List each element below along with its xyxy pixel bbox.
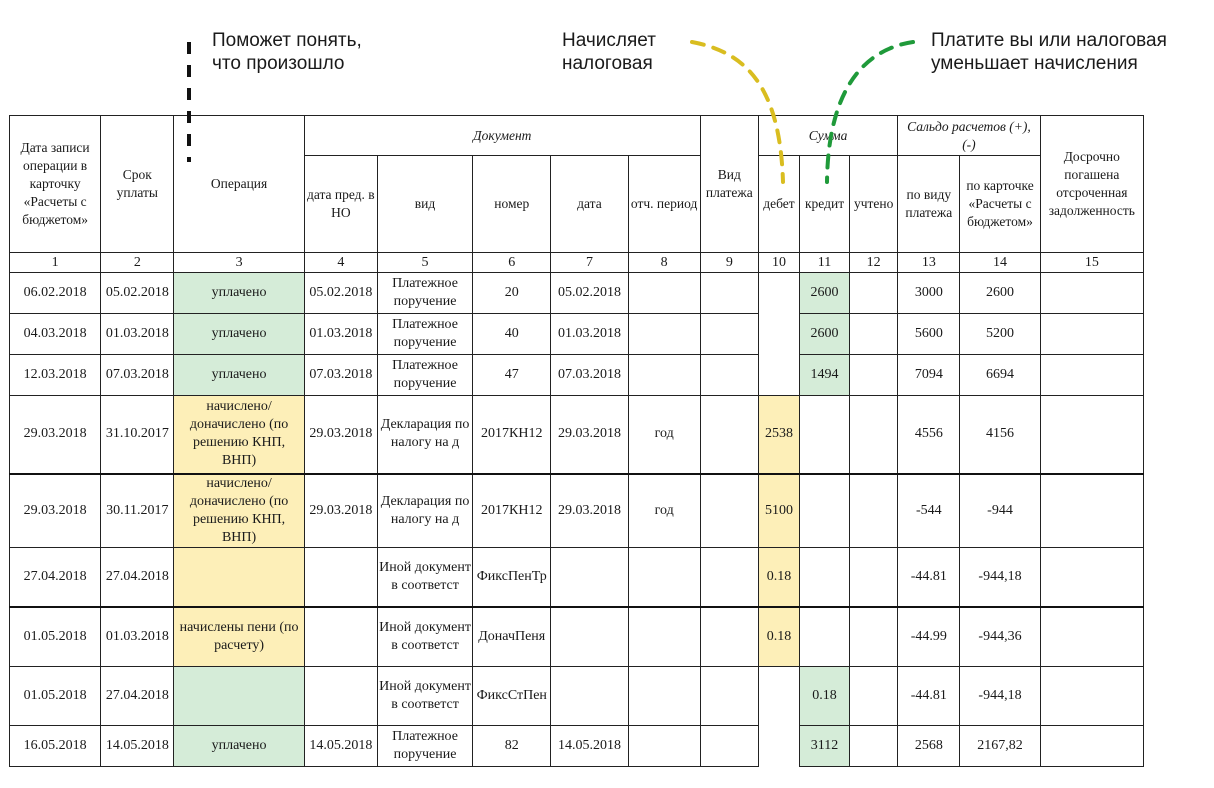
cell-credit: 1494 (799, 355, 849, 396)
cell-pay-type (700, 396, 758, 474)
column-number: 5 (377, 253, 472, 273)
cell-doc-date (551, 667, 628, 726)
cell-doc-type: Платежное поручение (377, 726, 472, 767)
header-payment-type: Вид платежа (700, 116, 758, 253)
budget-settlement-table (9, 115, 1144, 767)
column-number: 2 (101, 253, 174, 273)
cell-date: 29.03.2018 (10, 474, 101, 548)
cell-doc-date (551, 548, 628, 607)
header-balance: Сальдо расчетов (+), (-) (898, 116, 1040, 156)
cell-early (1040, 667, 1143, 726)
header-balance-by-card: по карточке «Расчеты с бюджетом» (960, 156, 1040, 253)
cell-doc-number: 47 (473, 355, 551, 396)
cell-early (1040, 355, 1143, 396)
cell-due: 30.11.2017 (101, 474, 174, 548)
header-doc-period: отч. период (628, 156, 700, 253)
cell-debit: 0.18 (758, 548, 799, 607)
cell-operation: начислено/ доначислено (по решению КНП, ВНП) (174, 396, 304, 474)
cell-pay-type (700, 314, 758, 355)
cell-doc-number: ФиксПенТр (473, 548, 551, 607)
cell-due: 07.03.2018 (101, 355, 174, 396)
cell-period (628, 726, 700, 767)
cell-balance-type: 7094 (898, 355, 960, 396)
cell-due: 14.05.2018 (101, 726, 174, 767)
cell-balance-card: 6694 (960, 355, 1040, 396)
cell-period: год (628, 474, 700, 548)
header-debit: дебет (758, 156, 799, 253)
column-number: 10 (758, 253, 799, 273)
cell-balance-type: 3000 (898, 273, 960, 314)
accrued-annotation-line-1: Начисляет (562, 30, 656, 51)
cell-counted (850, 607, 898, 667)
table-row (10, 396, 1144, 474)
header-due-date: Срок уплаты (101, 116, 174, 253)
cell-operation (174, 667, 304, 726)
cell-period (628, 548, 700, 607)
cell-doc-number: 2017КН12 (473, 396, 551, 474)
cell-period (628, 355, 700, 396)
column-number: 13 (898, 253, 960, 273)
cell-due: 05.02.2018 (101, 273, 174, 314)
table-row (10, 548, 1144, 607)
table-row (10, 607, 1144, 667)
cell-submit-date: 29.03.2018 (304, 474, 377, 548)
cell-doc-number: 20 (473, 273, 551, 314)
header-amount: Сумма (758, 116, 897, 156)
cell-operation: начислено/ доначислено (по решению КНП, ВНП) (174, 474, 304, 548)
cell-submit-date (304, 667, 377, 726)
cell-balance-type: 5600 (898, 314, 960, 355)
table-row (10, 355, 1144, 396)
cell-operation (174, 548, 304, 607)
header-row-1 (10, 116, 1144, 156)
column-number: 14 (960, 253, 1040, 273)
cell-date: 01.05.2018 (10, 667, 101, 726)
header-doc-date: дата (551, 156, 628, 253)
cell-operation: уплачено (174, 355, 304, 396)
cell-doc-type: Декларация по налогу на д (377, 474, 472, 548)
column-number: 3 (174, 253, 304, 273)
column-number: 15 (1040, 253, 1143, 273)
cell-debit (758, 355, 799, 396)
cell-balance-type: 4556 (898, 396, 960, 474)
cell-date: 01.05.2018 (10, 607, 101, 667)
cell-balance-type: -44.81 (898, 548, 960, 607)
cell-due: 27.04.2018 (101, 667, 174, 726)
header-document: Документ (304, 116, 700, 156)
cell-credit: 2600 (799, 273, 849, 314)
cell-counted (850, 726, 898, 767)
cell-doc-date: 29.03.2018 (551, 396, 628, 474)
cell-counted (850, 314, 898, 355)
cell-balance-card: -944,18 (960, 548, 1040, 607)
cell-counted (850, 474, 898, 548)
cell-doc-date (551, 607, 628, 667)
cell-doc-date: 29.03.2018 (551, 474, 628, 548)
cell-early (1040, 607, 1143, 667)
cell-doc-number: 82 (473, 726, 551, 767)
paid-annotation-line-2: уменьшает начисления (931, 53, 1138, 74)
cell-date: 12.03.2018 (10, 355, 101, 396)
cell-period (628, 314, 700, 355)
cell-balance-type: -44.99 (898, 607, 960, 667)
operation-annotation-line-1: Поможет понять, (212, 30, 362, 51)
cell-balance-card: 4156 (960, 396, 1040, 474)
paid-annotation-line-1: Платите вы или налоговая (931, 30, 1167, 51)
cell-doc-type: Платежное поручение (377, 273, 472, 314)
cell-debit: 2538 (758, 396, 799, 474)
cell-pay-type (700, 548, 758, 607)
cell-submit-date: 05.02.2018 (304, 273, 377, 314)
cell-doc-date: 07.03.2018 (551, 355, 628, 396)
cell-date: 27.04.2018 (10, 548, 101, 607)
cell-doc-number: 2017КН12 (473, 474, 551, 548)
cell-pay-type (700, 273, 758, 314)
cell-doc-date: 14.05.2018 (551, 726, 628, 767)
cell-debit: 0.18 (758, 607, 799, 667)
cell-doc-number: 40 (473, 314, 551, 355)
column-number: 7 (551, 253, 628, 273)
cell-date: 06.02.2018 (10, 273, 101, 314)
table-row (10, 474, 1144, 548)
cell-counted (850, 548, 898, 607)
cell-period (628, 607, 700, 667)
column-number: 1 (10, 253, 101, 273)
operation-annotation (212, 29, 362, 75)
cell-doc-type: Платежное поручение (377, 314, 472, 355)
cell-doc-date: 05.02.2018 (551, 273, 628, 314)
cell-balance-card: -944,36 (960, 607, 1040, 667)
cell-balance-type: -44.81 (898, 667, 960, 726)
accrued-annotation (562, 29, 656, 75)
accrued-annotation-line-2: налоговая (562, 53, 653, 74)
header-credit: кредит (799, 156, 849, 253)
cell-due: 01.03.2018 (101, 314, 174, 355)
cell-credit (799, 396, 849, 474)
cell-balance-card: 2600 (960, 273, 1040, 314)
cell-counted (850, 667, 898, 726)
cell-submit-date: 29.03.2018 (304, 396, 377, 474)
cell-doc-type: Иной документ в соответст (377, 667, 472, 726)
cell-debit (758, 273, 799, 314)
cell-doc-type: Платежное поручение (377, 355, 472, 396)
cell-operation: уплачено (174, 314, 304, 355)
cell-pay-type (700, 355, 758, 396)
header-doc-type: вид (377, 156, 472, 253)
table-row (10, 314, 1144, 355)
cell-operation: начислены пени (по расчету) (174, 607, 304, 667)
column-number-row (10, 253, 1144, 273)
cell-credit: 2600 (799, 314, 849, 355)
table-row (10, 273, 1144, 314)
cell-period (628, 667, 700, 726)
cell-balance-card: -944 (960, 474, 1040, 548)
column-number: 4 (304, 253, 377, 273)
cell-credit (799, 607, 849, 667)
column-number: 12 (850, 253, 898, 273)
cell-balance-type: 2568 (898, 726, 960, 767)
header-operation: Операция (174, 116, 304, 253)
cell-doc-type: Иной документ в соответст (377, 548, 472, 607)
cell-debit: 5100 (758, 474, 799, 548)
header-counted: учтено (850, 156, 898, 253)
cell-balance-card: -944,18 (960, 667, 1040, 726)
cell-period: год (628, 396, 700, 474)
cell-credit (799, 474, 849, 548)
cell-doc-number: ФиксСтПен (473, 667, 551, 726)
cell-due: 01.03.2018 (101, 607, 174, 667)
cell-early (1040, 474, 1143, 548)
cell-pay-type (700, 474, 758, 548)
cell-pay-type (700, 607, 758, 667)
cell-date: 29.03.2018 (10, 396, 101, 474)
cell-date: 04.03.2018 (10, 314, 101, 355)
table-row (10, 726, 1144, 767)
cell-counted (850, 273, 898, 314)
paid-annotation (931, 29, 1167, 75)
header-balance-by-type: по виду платежа (898, 156, 960, 253)
operation-annotation-line-2: что произошло (212, 53, 345, 74)
cell-balance-card: 2167,82 (960, 726, 1040, 767)
cell-early (1040, 726, 1143, 767)
cell-debit (758, 726, 799, 767)
cell-pay-type (700, 667, 758, 726)
cell-debit (758, 314, 799, 355)
cell-doc-number: ДоначПеня (473, 607, 551, 667)
cell-operation: уплачено (174, 273, 304, 314)
cell-early (1040, 273, 1143, 314)
column-number: 6 (473, 253, 551, 273)
cell-submit-date (304, 548, 377, 607)
header-date-record: Дата записи операции в карточку «Расчеты с бюджетом» (10, 116, 101, 253)
cell-early (1040, 396, 1143, 474)
header-doc-submit-date: дата пред. в НО (304, 156, 377, 253)
cell-credit: 3112 (799, 726, 849, 767)
cell-credit (799, 548, 849, 607)
cell-counted (850, 396, 898, 474)
cell-doc-type: Декларация по налогу на д (377, 396, 472, 474)
cell-submit-date (304, 607, 377, 667)
cell-submit-date: 07.03.2018 (304, 355, 377, 396)
cell-pay-type (700, 726, 758, 767)
cell-doc-date: 01.03.2018 (551, 314, 628, 355)
cell-due: 31.10.2017 (101, 396, 174, 474)
header-doc-number: номер (473, 156, 551, 253)
header-early-repaid: Досрочно погашена отсроченная задолженность (1040, 116, 1143, 253)
cell-date: 16.05.2018 (10, 726, 101, 767)
cell-early (1040, 548, 1143, 607)
cell-doc-type: Иной документ в соответст (377, 607, 472, 667)
cell-debit (758, 667, 799, 726)
cell-due: 27.04.2018 (101, 548, 174, 607)
column-number: 8 (628, 253, 700, 273)
cell-balance-card: 5200 (960, 314, 1040, 355)
cell-submit-date: 01.03.2018 (304, 314, 377, 355)
column-number: 11 (799, 253, 849, 273)
cell-credit: 0.18 (799, 667, 849, 726)
cell-counted (850, 355, 898, 396)
cell-operation: уплачено (174, 726, 304, 767)
cell-period (628, 273, 700, 314)
cell-submit-date: 14.05.2018 (304, 726, 377, 767)
cell-balance-type: -544 (898, 474, 960, 548)
column-number: 9 (700, 253, 758, 273)
cell-early (1040, 314, 1143, 355)
table-row (10, 667, 1144, 726)
